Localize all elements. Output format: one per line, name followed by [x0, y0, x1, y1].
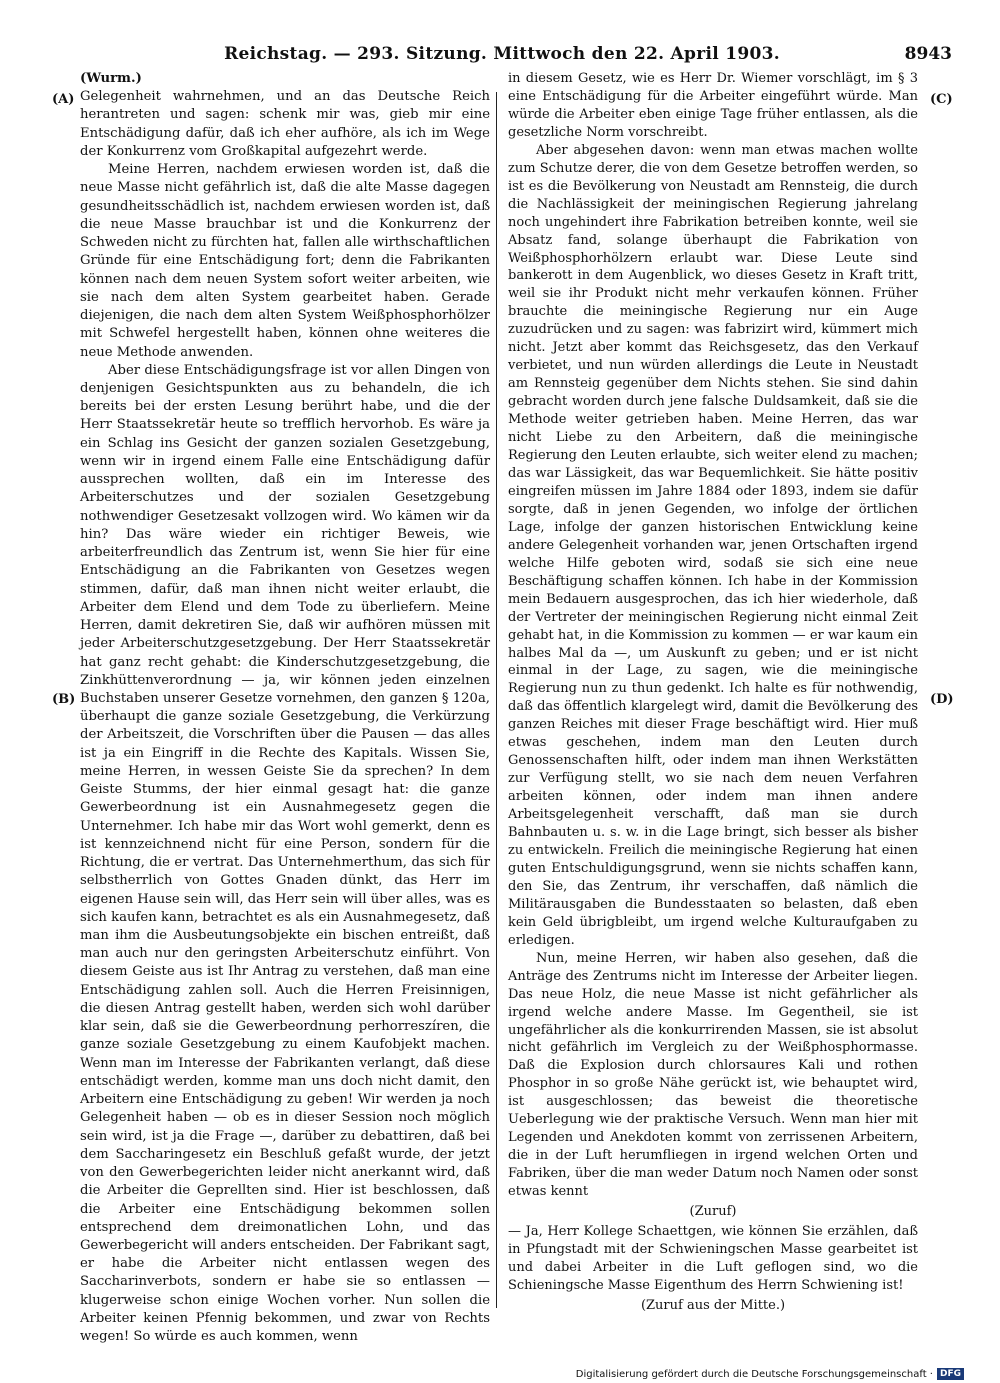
right-column — [508, 70, 918, 1317]
page-number: 8943 — [904, 44, 952, 64]
header-title: Reichstag. — 293. Sitzung. Mittwoch den 22. April 1903. — [224, 44, 780, 64]
paragraph: Aber abgesehen davon: wenn man etwas machen wollte zum Schutze derer, die von dem Gesetze betroffen werden, so ist es die Bevölkerung von Neustadt am Rennsteig, die durch die Nachlässigkeit der meiningischen Regierung jahrelang noch ungehindert ihre Fabrikation betreiben konnte, weil sie Absatz fand, solange überhaupt die Fabrikation von Weißphosphorhölzern erlaubt war. Diese Leute sind bankerott in dem Augenblick, wo dieses Gesetz in Kraft tritt, weil sie ihr Produkt nicht mehr verkaufen können. Früher brauchte die meiningische Regierung nur ein Auge zuzudrücken und zu sagen: was fabrizirt wird, kümmert mich nicht. Jetzt aber kommt das Reichsgesetz, das den Verkauf verbietet, und nun würden allerdings die Leute in Neustadt am Rennsteig gegenüber dem Nichts stehen. Sie sind dahin gebracht worden durch jene falsche Duldsamkeit, daß sie die Methode weiter getrieben haben. Meine Herren, das war nicht Liebe zu den Arbeitern, daß die meiningische Regierung den Leuten erlaubte, sich weiter elend zu machen; das war Lässigkeit, das war Bequemlichkeit. Sie hätte positiv eingreifen müssen im Jahre 1884 oder 1893, indem sie dafür sorgte, daß in jenen Gegenden, wo infolge der örtlichen Lage, infolge der ganzen historischen Entwicklung keine andere Gelegenheit vorhanden war, jenen Ortschaften irgend welche Hilfe geboten wird, sodaß sie sich eine neue Beschäftigung schaffen können. Ich habe in der Kommission mein Bedauern ausgesprochen, das ich hier wiederhole, daß der Vertreter der meiningischen Regierung nicht einmal Zeit gehabt hat, in die Kommission zu kommen — er war kaum ein halbes Mal da —, um Auskunft zu geben; und er ist nicht einmal in der Lage, zu sagen, wie die meiningische Regierung nun zu thun gedenkt. Ich halte es für nothwendig, daß das öffentlich klargelegt wird, damit die Bevölkerung des ganzen Reiches mit dieser Frage beschäftigt wird. Hier muß etwas geschehen, indem man den Leuten durch Genossenschaften hilft, oder indem man ihnen Werkstätten zur Verfügung stellt, wo sie nach dem neuen Verfahren arbeiten können, oder indem man ihnen andere Arbeitsgelegenheit verschafft, daß man sie durch Bahnbauten u. s. w. in die Lage bringt, sich besser als bisher zu entwickeln. Freilich die meiningische Regierung hat einen guten Entschuldigungsgrund, wenn sie nichts schaffen kann, den Sie, das Zentrum, ihr verschaffen, daß nämlich die Militärausgaben die Bundesstaaten so belasten, daß eben kein Geld übrigbleibt, um irgend welche Kulturaufgaben zu erledigen. — [508, 142, 918, 948]
left-column — [80, 70, 490, 1346]
paragraph: Aber diese Entschädigungsfrage ist vor allen Dingen von denjenigen Gesichtspunkten aus zu behandeln, die ich bereits bei der ersten Lesung berührt habe, und die der Herr Staatssekretär heute so trefflich hervorhob. Es wäre ja ein Schlag ins Gesicht der ganzen sozialen Gesetzgebung, wenn wir in irgend einem Falle eine Entschädigung dafür aussprechen wollten, daß ein im Interesse des Arbeiterschutzes und der sozialen Gesetzgebung nothwendiger Gesetzesakt vollzogen wird. Wo kämen wir da hin? Das wäre wieder ein richtiger Beweis, wie arbeiterfreundlich das Zentrum ist, wenn Sie hier für eine Entschädigung an die Fabrikanten von Gesetzes wegen stimmen, dafür, daß man ihnen nicht weiter erlaubt, die Arbeiter dem Elend und dem Tode zu überliefern. Meine Herren, damit dekretiren Sie, daß wir aufhören müssen mit jeder Arbeiterschutzgesetzgebung. Der Herr Staatssekretär hat ganz recht gehabt: die Kinderschutzgesetzgebung, die Zinkhüttenverordnung — ja, wir können jeden einzelnen Buchstaben unserer Gesetze vornehmen, den ganzen § 120a, überhaupt die ganze soziale Gesetzgebung, die Verkürzung der Arbeitszeit, die Vorschriften über die Pausen — das alles ist ja ein Eingriff in die Rechte des Kapitals. Wissen Sie, meine Herren, in wessen Geiste Sie da sprechen? In dem Geiste Stumms, der hier einmal gesagt hat: die ganze Gewerbeordnung ist ein Ausnahmegesetz gegen die Unternehmer. Ich habe mir das Wort wohl gemerkt, denn es ist kennzeichnend nicht für eine Person, sondern für die Richtung, die er vertrat. Das Unternehmerthum, das sich für selbstherrlich von Gottes Gnaden dünkt, das Herr im eigenen Hause sein will, das Herr sein will über alles, was es sich kaufen kann, betrachtet es als ein Ausnahmegesetz, daß man ihm die Ausbeutungsobjekte ein bischen entreißt, daß man auch nur den geringsten Arbeiterschutz einführt. Von diesem Geiste aus ist Ihr Antrag zu verstehen, daß man eine Entschädigung zahlen soll. Auch die Herren Freisinnigen, die diesen Antrag gestellt haben, werden sich wohl darüber klar sein, daß sie die Gewerbeordnung perhorreszíren, die ganze soziale Gesetzgebung zu einem Kaufobjekt machen. Wenn man im Interesse der Fabrikanten verlangt, daß diese entschädigt werden, komme man uns doch nicht damit, den Arbeitern eine Entschädigung zu geben! Wir werden ja noch Gelegenheit haben — ob es in dieser Session noch möglich sein wird, ist ja die Frage —, darüber zu debattiren, daß bei dem Saccharingesetz ein Beschluß gefaßt wurde, der jetzt von den Gewerbegerichten leider nicht anerkannt wird, daß die Arbeiter die Geprellten sind. Hier ist beschlossen, daß die Arbeiter eine Entschädigung bekommen sollen entsprechend dem dreimonatlichen Lohn, und das Gewerbegericht will anders entscheiden. Der Fabrikant sagt, er habe die Arbeiter nicht entlassen wegen des Saccharinverbots, sondern er habe sie so entlassen — klugerweise schon einige Wochen vorher. Nun sollen die Arbeiter keinen Pfennig bekommen, und zwar von Rechts wegen! So würde es auch kommen, wenn — [80, 362, 490, 1345]
page-header — [52, 44, 952, 70]
margin-marker-c: (C) — [930, 92, 953, 107]
paragraph: Nun, meine Herren, wir haben also gesehen, daß die Anträge des Zentrums nicht im Interesse der Arbeiter liegen. Das neue Holz, die neue Masse ist nicht gefährlicher als irgend welche andere Masse. Im Gegentheil, sie ist ungefährlicher als die konkurrirenden Massen, sie ist absolut nicht gefährlich im Vergleich zu der Weißphosphormasse. Daß die Explosion durch chlorsaures Kali und rothen Phosphor in so große Nähe gerückt ist, wie behauptet wird, ist ausgeschlossen; das beweist die theoretische Ueberlegung wie der praktische Versuch. Wenn man hier mit Legenden und Anekdoten kommt von zerrissenen Arbeitern, die in der Luft herumfliegen in irgend welchen Orten und Fabriken, über die man weder Datum noch Namen oder sonst etwas kennt — [508, 950, 918, 1200]
digitization-footer — [576, 1368, 964, 1380]
margin-marker-b: (B) — [52, 692, 76, 707]
interjection: (Zuruf aus der Mitte.) — [640, 1297, 786, 1313]
paragraph: Meine Herren, nachdem erwiesen worden ist, daß die neue Masse nicht gefährlich ist, daß die alte Masse dagegen gesundheitsschädlich ist, nachdem erwiesen worden ist, daß die neue Masse brauchbar ist und die Konkurrenz der Schweden nicht zu fürchten hat, fallen alle wirthschaftlichen Gründe für eine Entschädigung fort; denn die Fabrikanten können nach dem neuen System sofort weiter arbeiten, wie sie nach dem alten System gearbeitet haben. Gerade diejenigen, die nach dem alten System Weißphosphorhölzer mit Schwefel hergestellt haben, können ohne weiteres die neue Methode anwenden. — [80, 162, 490, 360]
footer-text: Digitalisierung gefördert durch die Deutsche Forschungsgemeinschaft · — [575, 1368, 933, 1380]
speaker-label: (Wurm.) — [80, 71, 142, 86]
margin-marker-d: (D) — [930, 692, 954, 707]
dfg-logo: DFG — [937, 1368, 964, 1380]
paragraph: Gelegenheit wahrnehmen, und an das Deutsche Reich herantreten und sagen: schenk mir was, gieb mir eine Entschädigung dafür, daß ich eher aufhöre, als ich im Wege der Konkurrenz vom Großkapital aufgezehrt werde. — [80, 89, 490, 159]
interjection: (Zuruf) — [689, 1204, 737, 1220]
margin-marker-a: (A) — [52, 92, 75, 107]
paragraph: — Ja, Herr Kollege Schaettgen, wie können Sie erzählen, daß in Pfungstadt mit der Schwieningschen Masse gearbeitet ist und dabei Arbeiter in die Luft geflogen sind, wo die Schieningsche Masse Eigenthum des Herrn Schwiening ist! — [508, 1224, 918, 1293]
paragraph: in diesem Gesetz, wie es Herr Dr. Wiemer vorschlägt, im § 3 eine Entschädigung für die Arbeiter eingeführt würde. Man würde die Arbeiter eben einige Tage früher entlassen, als die gesetzliche Norm vorschreibt. — [508, 71, 918, 140]
column-divider — [496, 92, 497, 1308]
